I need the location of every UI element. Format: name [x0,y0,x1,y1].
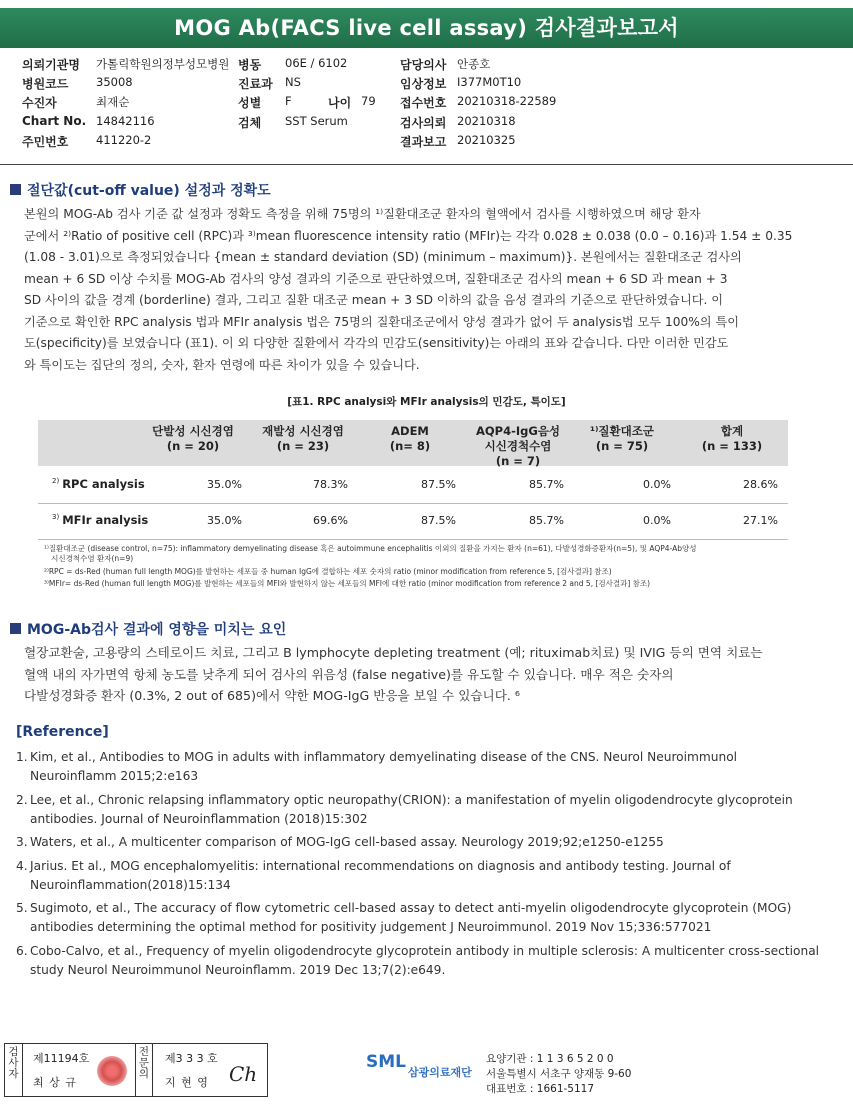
reference-heading: [Reference] [16,724,109,740]
org-info-line: 대표번호 : 1661-5117 [486,1083,595,1095]
reference-item [16,833,816,852]
square-bullet-icon [10,184,21,195]
table-caption: [표1. RPC analysi와 MFIr analysis의 민감도, 특이도] [287,396,566,408]
paragraph-line: 본원의 MOG-Ab 검사 기준 값 설정과 정확도 측정을 위해 75명의 ¹⁾질환대조군 환자의 혈액에서 검사를 시행하였으며 해당 환자 [24,207,701,221]
table-cell: 35.0% [207,478,242,491]
info-label: 임상정보 [400,77,447,91]
reference-line: antibodies determining the optimal method for positivity judgement J Neuroimmunol. 2019 Nov 15;336:577021 [30,920,712,934]
report-title: MOG Ab(FACS live cell assay) 검사결과보고서 [0,8,853,48]
reference-list [16,748,820,984]
reference-line: Waters, et al., A multicenter comparison of MOG-IgG cell-based assay. Neurology 2019;92;e1250-e1255 [30,835,664,849]
reference-item [16,791,816,829]
info-label: 결과보고 [400,135,447,149]
paragraph-line: 다발성경화증 환자 (0.3%, 2 out of 685)에서 약한 MOG-IgG 반응을 보일 수 있습니다. ⁶ [24,688,520,703]
row-divider [38,503,788,504]
vertical-char: 사 [8,1057,19,1069]
examiner-name: 최 상 규 [33,1076,77,1089]
reference-item [16,748,816,786]
examiner-label [5,1044,23,1096]
reference-number: 5. [16,901,28,915]
row-label-text: RPC analysis [62,477,145,491]
info-label: 접수번호 [400,96,447,110]
section-cutoff-text [24,204,814,376]
paragraph-line: SD 사이의 값을 경계 (borderline) 결과, 그리고 질환 대조군 mean + 3 SD 이하의 값을 음성 결과의 기준으로 판단하였습니다. 이 [24,293,724,307]
org-name: 삼광의료재단 [408,1066,472,1079]
patient-info [0,50,853,165]
table-cell: 85.7% [529,478,564,491]
specialist-name: 지 현 영 [165,1076,209,1089]
paragraph-line: 도(specificity)를 보였습니다 (표1). 이 외 다양한 질환에서 각각의 민감도(sensitivity)는 아래의 표와 같습니다. 다만 이러한 민감도 [24,336,729,350]
paragraph-line: 기준으로 확인한 RPC analysis 법과 MFIr analysis 법은 75명의 질환대조군에서 양성 결과가 없어 두 analysis법 모두 100%의 특이 [24,314,739,329]
header-line: (n = 20) [166,439,220,453]
reference-line: Kim, et al., Antibodies to MOG in adults with inflammatory demyelinating disease of the CNS. Neurol Neuroimmunol [30,750,738,764]
table-cell: 0.0% [643,514,671,527]
header-line: ¹⁾질환대조군 [590,424,654,438]
paragraph-line: 군에서 ²⁾Ratio of positive cell (RPC)과 ³⁾mean fluorescence intensity ratio (MFIr)는 각각 0.028 ± 0.038 (0.0 – 0.16)과 1.54 ± 0.35 [24,228,793,243]
info-label: 검체 [238,116,262,130]
header-line: (n = 133) [701,439,763,453]
org-info-line: 요양기관 : 1 1 3 6 5 2 0 0 [486,1053,614,1065]
reference-line: Neuroinflammation(2018)15:134 [30,877,231,892]
table-cell: 87.5% [421,478,456,491]
header-line: 시신경척수염 [484,439,552,453]
info-label: 성별 [238,96,262,110]
info-label: Chart No. [22,114,87,128]
info-value: 가톨릭학원의정부성모병원 [96,57,230,71]
org-info-line: 서울특별시 서초구 양재동 9-60 [486,1068,632,1080]
reference-line: Lee, et al., Chronic relapsing inflammatory optic neuropathy(CRION): a manifestation of myelin oligodendrocyte glycoprotein [30,792,793,807]
row-label-text: MFIr analysis [62,513,149,527]
table-footnote: ¹⁾질환대조군 (disease control, n=75): inflammatory demyelinating disease 혹은 autoimmune encephalitis 이외의 질환을 가지는 환자 (n=61), 다발성경화증환자(n=5), 및 AQP4-Ab양성 [44,544,697,553]
square-bullet-icon [10,623,21,634]
section-heading-factors: MOG-Ab검사 결과에 영향을 미치는 요인 [10,619,286,639]
info-value: SST Serum [285,114,348,128]
specialist-label [135,1044,153,1096]
signature-box [4,1043,268,1097]
header-line: (n= 8) [389,439,431,453]
reference-line: Neuroinflamm 2015;2:e163 [30,769,199,783]
reference-number: 4. [16,858,28,873]
info-label: 진료과 [238,77,273,91]
paragraph-line: 혈액 내의 자가면역 항체 농도를 낮추게 되어 검사의 위음성 (false negative)를 유도할 수 있습니다. 매우 적은 숫자의 [24,666,674,682]
info-value: 안종호 [457,57,491,71]
info-value: 411220-2 [96,133,152,147]
paragraph-line: (1.08 - 3.01)으로 측정되었습니다 {mean ± standard deviation (SD) (minimum – maximum)}. 본원에서는 질환대조군 검사의 [24,250,742,264]
paragraph-line: 와 특이도는 집단의 정의, 숫자, 환자 연령에 따른 차이가 있을 수 있습니다. [24,357,420,372]
table-footnote: ³⁾MFIr= ds-Red (human full length MOG)를 발현하는 세포들의 MFI와 발현하지 않는 세포들의 MFI에 대한 ratio (minor modification from reference 2 and 5, [검사결과] 참조) [44,579,651,588]
reference-item [16,899,816,937]
paragraph-line: 혈장교환술, 고용량의 스테로이드 치료, 그리고 B lymphocyte depleting treatment (예; rituximab치료) 및 IVIG 등의 면역 치료는 [24,645,763,660]
header-line: ADEM [391,424,429,438]
info-label: 수진자 [22,96,57,110]
header-line: (n = 75) [595,439,649,453]
header-line: 단발성 시신경염 [152,424,234,438]
table-column-header [243,424,363,454]
reference-item [16,942,820,980]
info-value: 35008 [96,75,133,89]
info-value: NS [285,75,301,89]
info-value: 06E / 6102 [285,56,348,70]
reference-item [16,857,816,895]
examiner-license: 제11194호 [33,1052,90,1065]
specialist-signature: Ch [229,1062,258,1086]
info-value: 20210325 [457,133,516,147]
reference-line: Jarius. Et al., MOG encephalomyelitis: international recommendations on diagnosis and antibody testing. Journal of [30,858,731,873]
table-cell: 69.6% [313,514,348,527]
reference-number: 6. [16,943,28,958]
section-factors-text [24,642,814,707]
age-label: 나이 [328,96,352,110]
specialist-license: 제3 3 3 호 [165,1052,218,1065]
info-value: F [285,94,292,108]
table-footnote: 시신경척수염 환자(n=9) [44,554,134,563]
info-label: 병동 [238,58,262,72]
info-value: 20210318-22589 [457,94,557,108]
vertical-char: 전 [138,1046,150,1058]
info-value: 14842116 [96,114,155,128]
table-cell: 78.3% [313,478,348,491]
vertical-char: 의 [138,1068,150,1080]
info-label: 검사의뢰 [400,116,447,130]
table-cell: 85.7% [529,514,564,527]
info-value: 최재순 [96,95,130,109]
vertical-char: 자 [8,1068,19,1080]
info-label: 병원코드 [22,77,69,91]
row-divider [38,539,788,540]
table-column-header [562,424,682,454]
row-footnote-marker: 2) [52,477,60,486]
table-cell: 28.6% [743,478,778,491]
header-line: AQP4-IgG음성 [475,424,561,438]
section-heading-cutoff: 절단값(cut-off value) 설정과 정확도 [10,180,271,200]
table-cell: 27.1% [743,514,778,527]
header-line: 합계 [720,424,744,438]
paragraph-line: mean + 6 SD 이상 수치를 MOG-Ab 검사의 양성 결과의 기준으로 판단하였으며, 질환대조군 검사의 mean + 6 SD 과 mean + 3 [24,271,728,286]
table-column-header [672,424,792,454]
info-label: 의뢰기관명 [22,58,80,72]
table-column-header [133,424,253,454]
table-column-header [458,424,578,469]
reference-line: study Neurol Neuroimmunol Neuroinflamm. 2019 Dec 13;7(2):e649. [30,962,446,977]
age-value: 79 [361,94,376,108]
table-cell: 87.5% [421,514,456,527]
reference-line: Sugimoto, et al., The accuracy of flow cytometric cell-based assay to detect anti-myelin oligodendrocyte glycoprotein (MOG) [30,901,792,915]
header-line: (n = 7) [495,454,541,468]
header-line: (n = 23) [276,439,330,453]
reference-line: antibodies. Journal of Neuroinflammation (2018)15:302 [30,811,368,826]
table-row-label [52,477,145,491]
info-label: 담당의사 [400,58,447,72]
reference-number: 1. [16,750,28,764]
reference-line: Cobo-Calvo, et al., Frequency of myelin oligodendrocyte glycoprotein antibody in multiple sclerosis: A multicenter cross-sectional [30,943,820,958]
table-footnote: ²⁾RPC = ds-Red (human full length MOG)를 발현하는 세포들 중 human IgG에 결합하는 세포 숫자의 ratio (minor modification from reference 5, [검사결과] 참조) [44,567,612,576]
table-row-label [52,513,148,527]
vertical-char: 문 [138,1057,150,1069]
examiner-seal [97,1056,127,1086]
row-footnote-marker: 3) [52,513,60,522]
info-value: 20210318 [457,114,516,128]
table-cell: 35.0% [207,514,242,527]
reference-number: 3. [16,835,28,849]
table-column-header [350,424,470,454]
sml-logo: SML [366,1052,406,1072]
vertical-char: 검 [8,1046,19,1058]
info-label: 주민번호 [22,135,69,149]
info-value: I377M0T10 [457,75,522,89]
table-cell: 0.0% [643,478,671,491]
reference-number: 2. [16,792,28,807]
header-line: 재발성 시신경염 [262,424,344,438]
